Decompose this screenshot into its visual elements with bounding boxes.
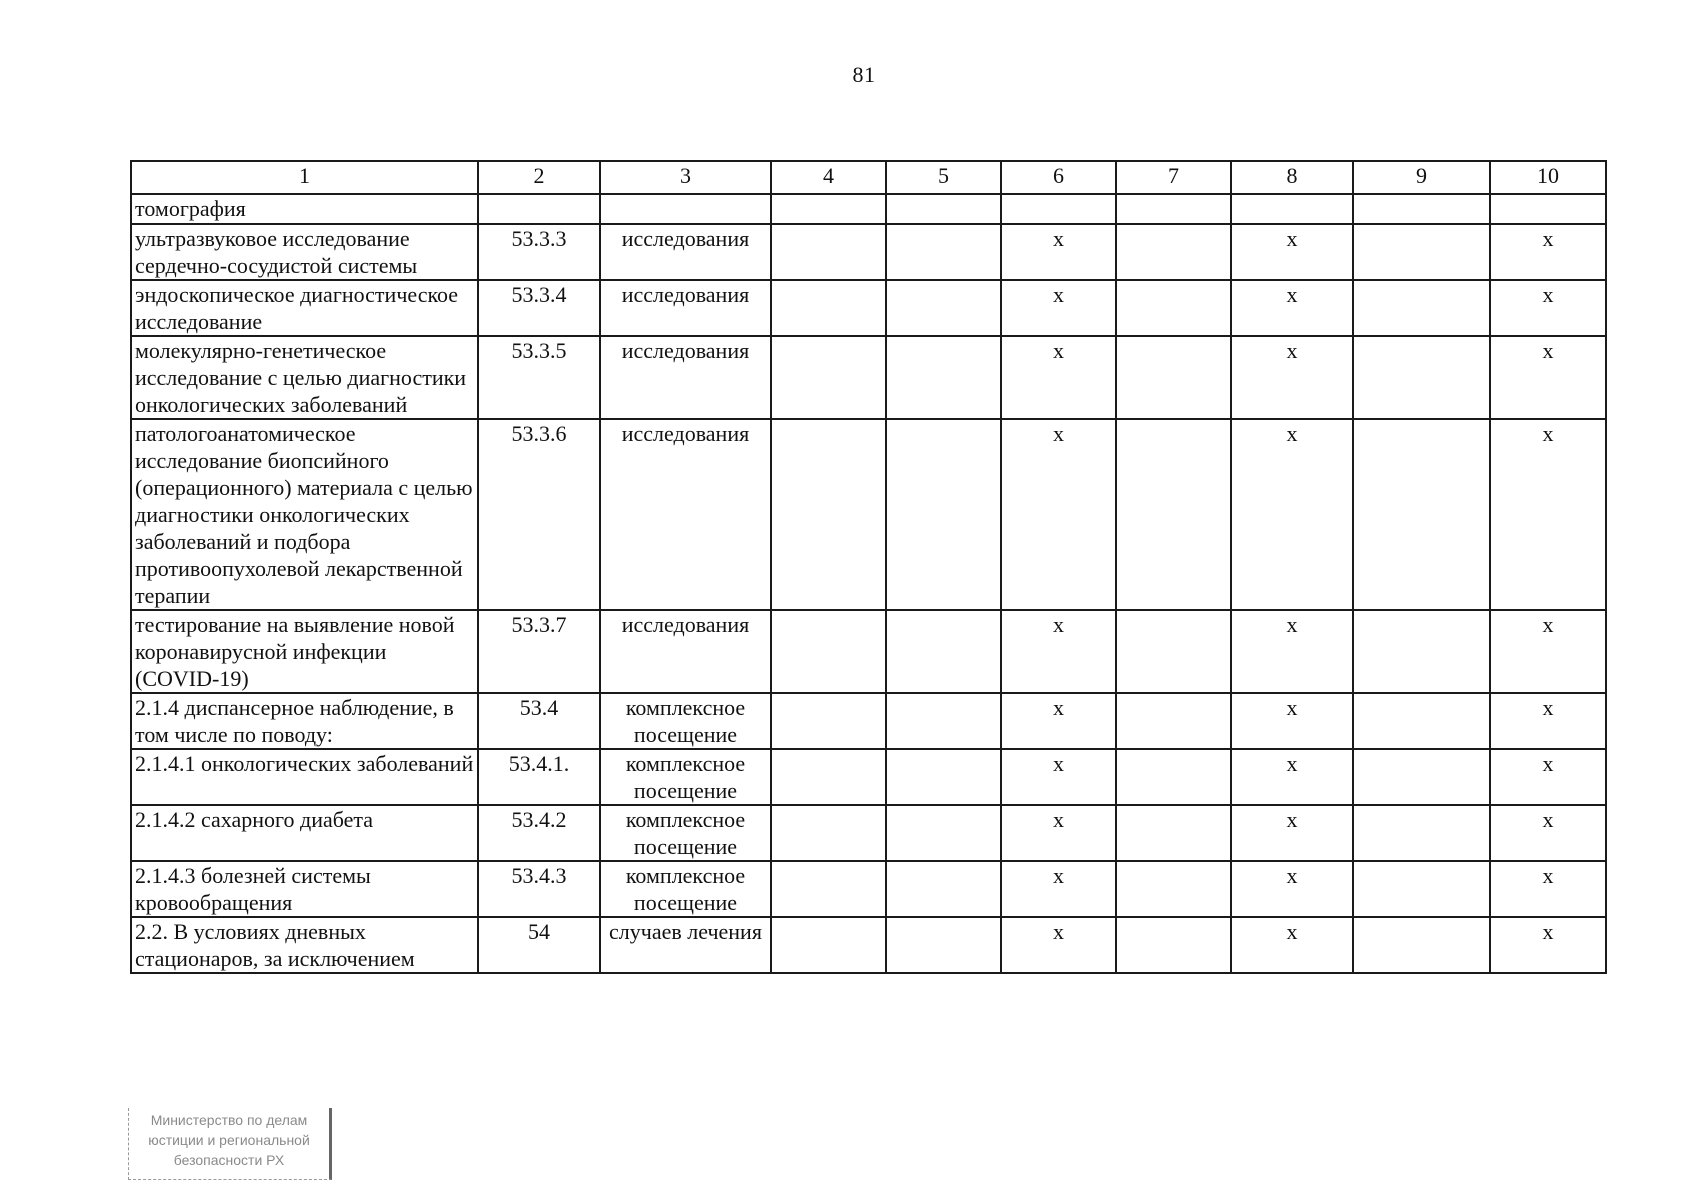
row-name: тестирование на выявление новой коронавирусной инфекции (COVID-19) — [131, 610, 478, 693]
row-name: ультразвуковое исследование сердечно-сосудистой системы — [131, 224, 478, 280]
cell-col10: х — [1490, 280, 1606, 336]
row-code: 54 — [478, 917, 600, 973]
cell-col6: х — [1001, 336, 1116, 419]
row-code: 53.3.3 — [478, 224, 600, 280]
cell-col8: х — [1231, 917, 1353, 973]
row-code: 53.4 — [478, 693, 600, 749]
cell-col6: х — [1001, 693, 1116, 749]
row-code: 53.3.4 — [478, 280, 600, 336]
empty-cell — [1116, 336, 1231, 419]
empty-cell — [1116, 805, 1231, 861]
column-header: 9 — [1353, 161, 1490, 194]
column-header: 4 — [771, 161, 886, 194]
row-name: патологоанатомическое исследование биопсийного (операционного) материала с целью диагностики онкологических заболеваний и подбора противоопухолевой лекарственной терапии — [131, 419, 478, 610]
row-name: молекулярно-генетическое исследование с целью диагностики онкологических заболеваний — [131, 336, 478, 419]
column-header: 6 — [1001, 161, 1116, 194]
row-code: 53.3.6 — [478, 419, 600, 610]
stamp-line: безопасности РХ — [173, 1152, 285, 1168]
column-header: 1 — [131, 161, 478, 194]
row-unit: случаев лечения — [600, 917, 771, 973]
empty-cell — [771, 805, 886, 861]
empty-cell — [771, 336, 886, 419]
row-unit — [600, 194, 771, 224]
cell-col6: х — [1001, 419, 1116, 610]
row-code — [478, 194, 600, 224]
empty-cell — [1116, 861, 1231, 917]
stamp-line: юстиции и региональной — [148, 1132, 310, 1148]
empty-cell — [771, 419, 886, 610]
empty-cell — [1116, 280, 1231, 336]
empty-cell — [1353, 610, 1490, 693]
row-code: 53.4.3 — [478, 861, 600, 917]
empty-cell — [886, 861, 1001, 917]
table-row — [131, 805, 1606, 861]
table-row — [131, 610, 1606, 693]
cell-col6: х — [1001, 224, 1116, 280]
table-row — [131, 336, 1606, 419]
cell-col8: х — [1231, 419, 1353, 610]
empty-cell — [1353, 805, 1490, 861]
empty-cell — [1353, 917, 1490, 973]
empty-cell — [886, 336, 1001, 419]
cell-col6: х — [1001, 749, 1116, 805]
cell-col8 — [1231, 194, 1353, 224]
empty-cell — [1116, 917, 1231, 973]
empty-cell — [886, 194, 1001, 224]
empty-cell — [1116, 749, 1231, 805]
row-unit: комплексное посещение — [600, 861, 771, 917]
registration-stamp — [128, 1108, 332, 1180]
row-name: 2.1.4.2 сахарного диабета — [131, 805, 478, 861]
column-header: 3 — [600, 161, 771, 194]
column-header: 8 — [1231, 161, 1353, 194]
empty-cell — [886, 224, 1001, 280]
empty-cell — [771, 224, 886, 280]
empty-cell — [771, 194, 886, 224]
empty-cell — [771, 861, 886, 917]
row-unit: исследования — [600, 336, 771, 419]
cell-col8: х — [1231, 861, 1353, 917]
row-code: 53.4.1. — [478, 749, 600, 805]
table-row — [131, 280, 1606, 336]
cell-col10 — [1490, 194, 1606, 224]
table-row — [131, 224, 1606, 280]
empty-cell — [886, 917, 1001, 973]
row-name: томография — [131, 194, 478, 224]
empty-cell — [886, 610, 1001, 693]
row-unit: исследования — [600, 419, 771, 610]
row-code: 53.4.2 — [478, 805, 600, 861]
cell-col8: х — [1231, 749, 1353, 805]
cell-col8: х — [1231, 805, 1353, 861]
cell-col6 — [1001, 194, 1116, 224]
empty-cell — [1353, 224, 1490, 280]
column-header: 7 — [1116, 161, 1231, 194]
empty-cell — [886, 693, 1001, 749]
table-row — [131, 419, 1606, 610]
column-header: 5 — [886, 161, 1001, 194]
empty-cell — [1116, 194, 1231, 224]
cell-col10: х — [1490, 805, 1606, 861]
empty-cell — [1353, 419, 1490, 610]
cell-col8: х — [1231, 336, 1353, 419]
page-number: 81 — [852, 62, 876, 87]
empty-cell — [771, 280, 886, 336]
table-row — [131, 917, 1606, 973]
empty-cell — [771, 610, 886, 693]
empty-cell — [886, 419, 1001, 610]
empty-cell — [1116, 419, 1231, 610]
empty-cell — [1116, 610, 1231, 693]
empty-cell — [771, 917, 886, 973]
cell-col8: х — [1231, 693, 1353, 749]
data-table — [130, 160, 1607, 974]
row-unit: комплексное посещение — [600, 749, 771, 805]
empty-cell — [1116, 693, 1231, 749]
cell-col6: х — [1001, 805, 1116, 861]
row-unit: исследования — [600, 280, 771, 336]
cell-col6: х — [1001, 610, 1116, 693]
table-row — [131, 861, 1606, 917]
empty-cell — [886, 280, 1001, 336]
cell-col10: х — [1490, 693, 1606, 749]
empty-cell — [1353, 749, 1490, 805]
empty-cell — [1353, 693, 1490, 749]
cell-col8: х — [1231, 280, 1353, 336]
row-code: 53.3.7 — [478, 610, 600, 693]
row-name: 2.2. В условиях дневных стационаров, за исключением — [131, 917, 478, 973]
empty-cell — [886, 805, 1001, 861]
table-header-row — [131, 161, 1606, 194]
cell-col10: х — [1490, 861, 1606, 917]
cell-col6: х — [1001, 917, 1116, 973]
row-unit: комплексное посещение — [600, 805, 771, 861]
row-name: 2.1.4.3 болезней системы кровообращения — [131, 861, 478, 917]
table-row — [131, 693, 1606, 749]
row-code: 53.3.5 — [478, 336, 600, 419]
cell-col10: х — [1490, 749, 1606, 805]
row-unit: исследования — [600, 224, 771, 280]
empty-cell — [886, 749, 1001, 805]
cell-col10: х — [1490, 224, 1606, 280]
cell-col10: х — [1490, 419, 1606, 610]
row-unit: исследования — [600, 610, 771, 693]
row-name: эндоскопическое диагностическое исследование — [131, 280, 478, 336]
row-unit: комплексное посещение — [600, 693, 771, 749]
cell-col8: х — [1231, 224, 1353, 280]
empty-cell — [771, 749, 886, 805]
empty-cell — [1353, 861, 1490, 917]
column-header: 2 — [478, 161, 600, 194]
stamp-line: Министерство по делам — [150, 1112, 308, 1128]
cell-col6: х — [1001, 280, 1116, 336]
row-name: 2.1.4 диспансерное наблюдение, в том числе по поводу: — [131, 693, 478, 749]
row-name: 2.1.4.1 онкологических заболеваний — [131, 749, 478, 805]
column-header: 10 — [1490, 161, 1606, 194]
table-row — [131, 194, 1606, 224]
cell-col10: х — [1490, 610, 1606, 693]
empty-cell — [1353, 336, 1490, 419]
empty-cell — [1353, 280, 1490, 336]
cell-col6: х — [1001, 861, 1116, 917]
empty-cell — [771, 693, 886, 749]
cell-col10: х — [1490, 917, 1606, 973]
empty-cell — [1353, 194, 1490, 224]
cell-col8: х — [1231, 610, 1353, 693]
table-row — [131, 749, 1606, 805]
cell-col10: х — [1490, 336, 1606, 419]
empty-cell — [1116, 224, 1231, 280]
